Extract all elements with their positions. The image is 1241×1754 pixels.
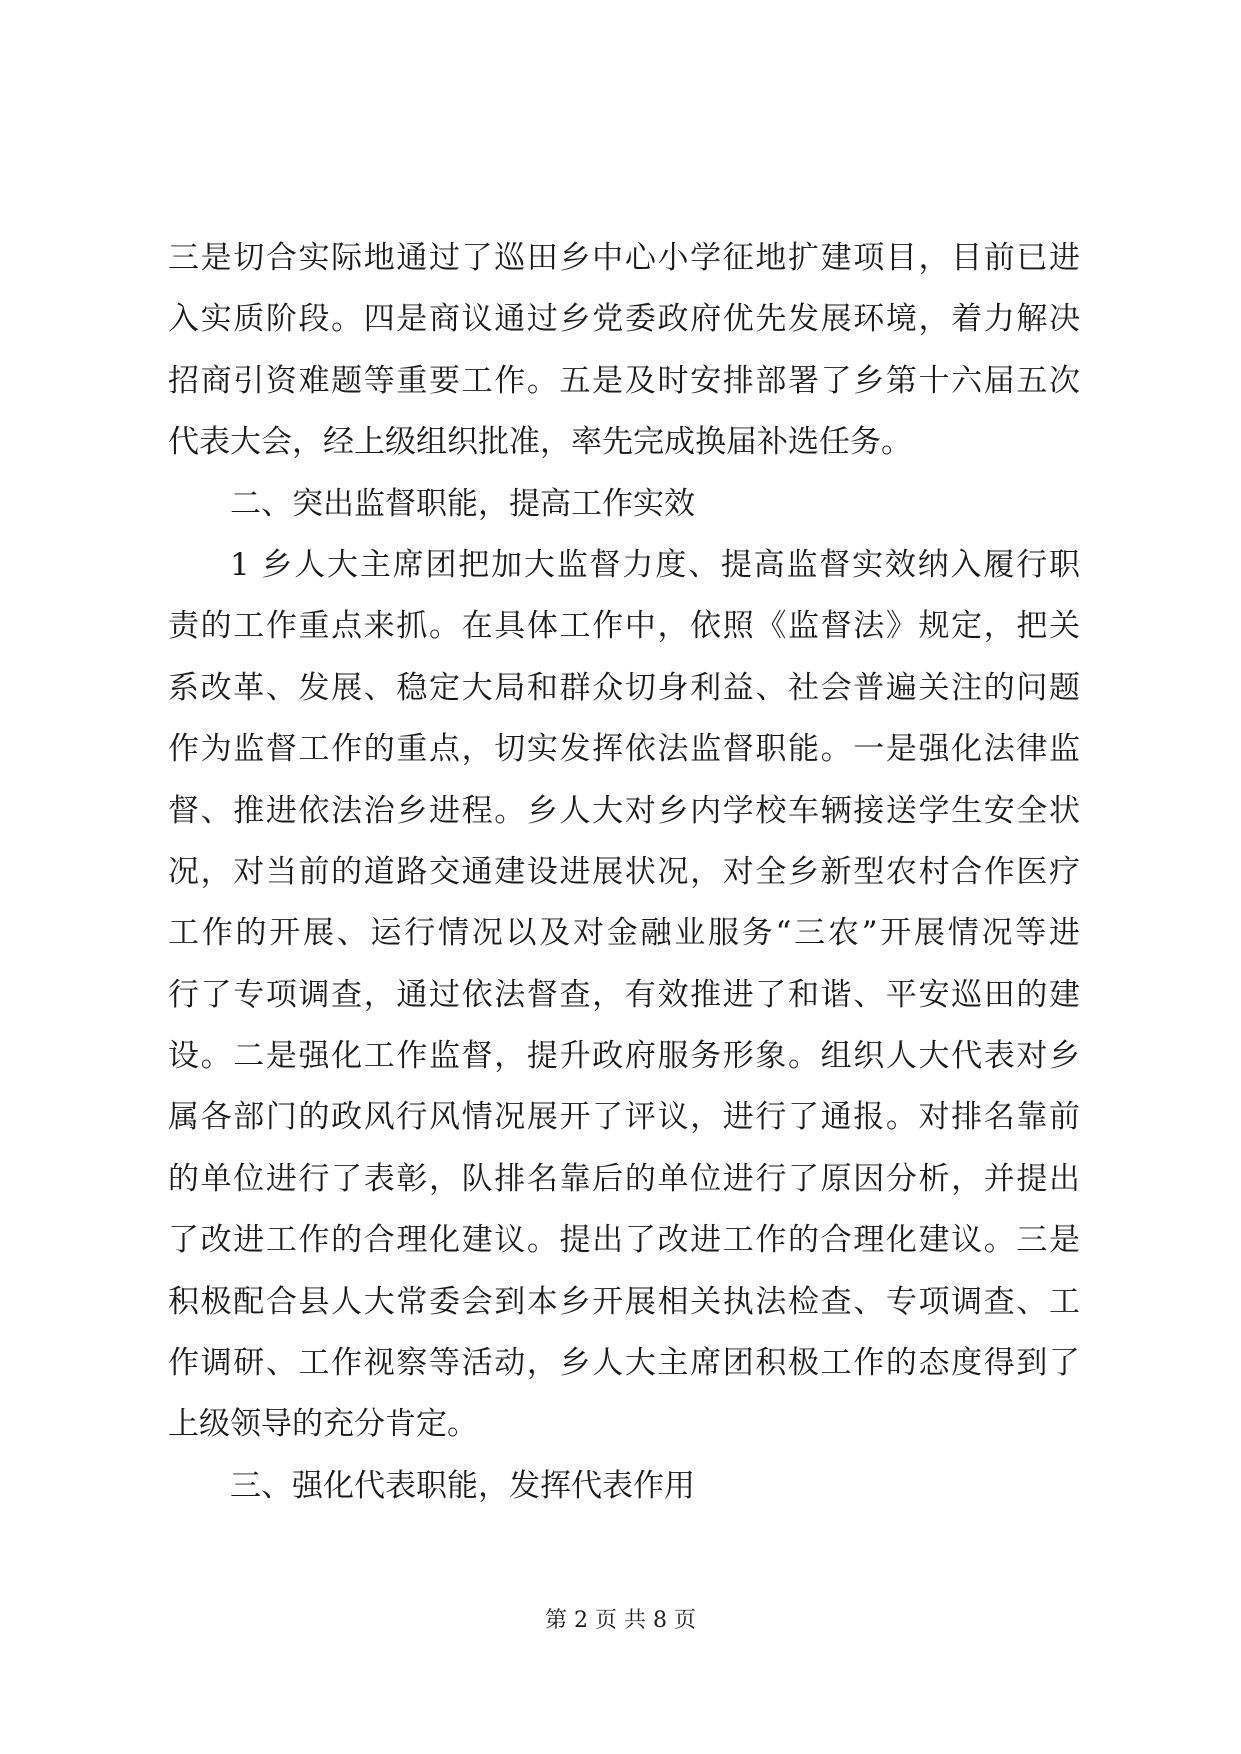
text-line: 1 乡人大主席团把加大监督力度、提高监督实效纳入履行职 <box>230 546 1080 583</box>
text-line: 代表大会，经上级组织批准，率先完成换届补选任务。 <box>168 424 912 461</box>
text-line: 的单位进行了表彰，队排名靠后的单位进行了原因分析，并提出 <box>168 1160 1080 1197</box>
text-line: 设。二是强化工作监督，提升政府服务形象。组织人大代表对乡 <box>168 1038 1080 1075</box>
text-line: 属各部门的政风行风情况展开了评议，进行了通报。对排名靠前 <box>168 1099 1080 1136</box>
section-heading: 三、强化代表职能，发挥代表作用 <box>230 1467 695 1504</box>
document-body <box>168 228 1080 1517</box>
text-line: 况，对当前的道路交通建设进展状况，对全乡新型农村合作医疗 <box>168 853 1080 890</box>
text-line: 责的工作重点来抓。在具体工作中，依照《监督法》规定，把关 <box>168 608 1080 645</box>
text-line: 工作的开展、运行情况以及对金融业服务“三农”开展情况等进 <box>168 915 1080 952</box>
text-line: 入实质阶段。四是商议通过乡党委政府优先发展环境，着力解决 <box>168 301 1080 338</box>
text-line: 招商引资难题等重要工作。五是及时安排部署了乡第十六届五次 <box>168 362 1080 399</box>
text-line: 系改革、发展、稳定大局和群众切身利益、社会普遍关注的问题 <box>168 669 1080 706</box>
text-line: 积极配合县人大常委会到本乡开展相关执法检查、专项调查、工 <box>168 1283 1080 1320</box>
section-heading: 二、突出监督职能，提高工作实效 <box>230 485 695 522</box>
text-line: 作为监督工作的重点，切实发挥依法监督职能。一是强化法律监 <box>168 731 1080 768</box>
text-line: 作调研、工作视察等活动，乡人大主席团积极工作的态度得到了 <box>168 1345 1080 1382</box>
text-line: 三是切合实际地通过了巡田乡中心小学征地扩建项目，目前已进 <box>168 240 1080 276</box>
text-line: 行了专项调查，通过依法督查，有效推进了和谐、平安巡田的建 <box>168 976 1080 1013</box>
text-line: 督、推进依法治乡进程。乡人大对乡内学校车辆接送学生安全状 <box>168 792 1080 829</box>
text-line: 上级领导的充分肯定。 <box>168 1406 478 1443</box>
text-line: 了改进工作的合理化建议。提出了改进工作的合理化建议。三是 <box>168 1222 1080 1259</box>
page-footer: 第 2 页 共 8 页 <box>545 1608 696 1633</box>
